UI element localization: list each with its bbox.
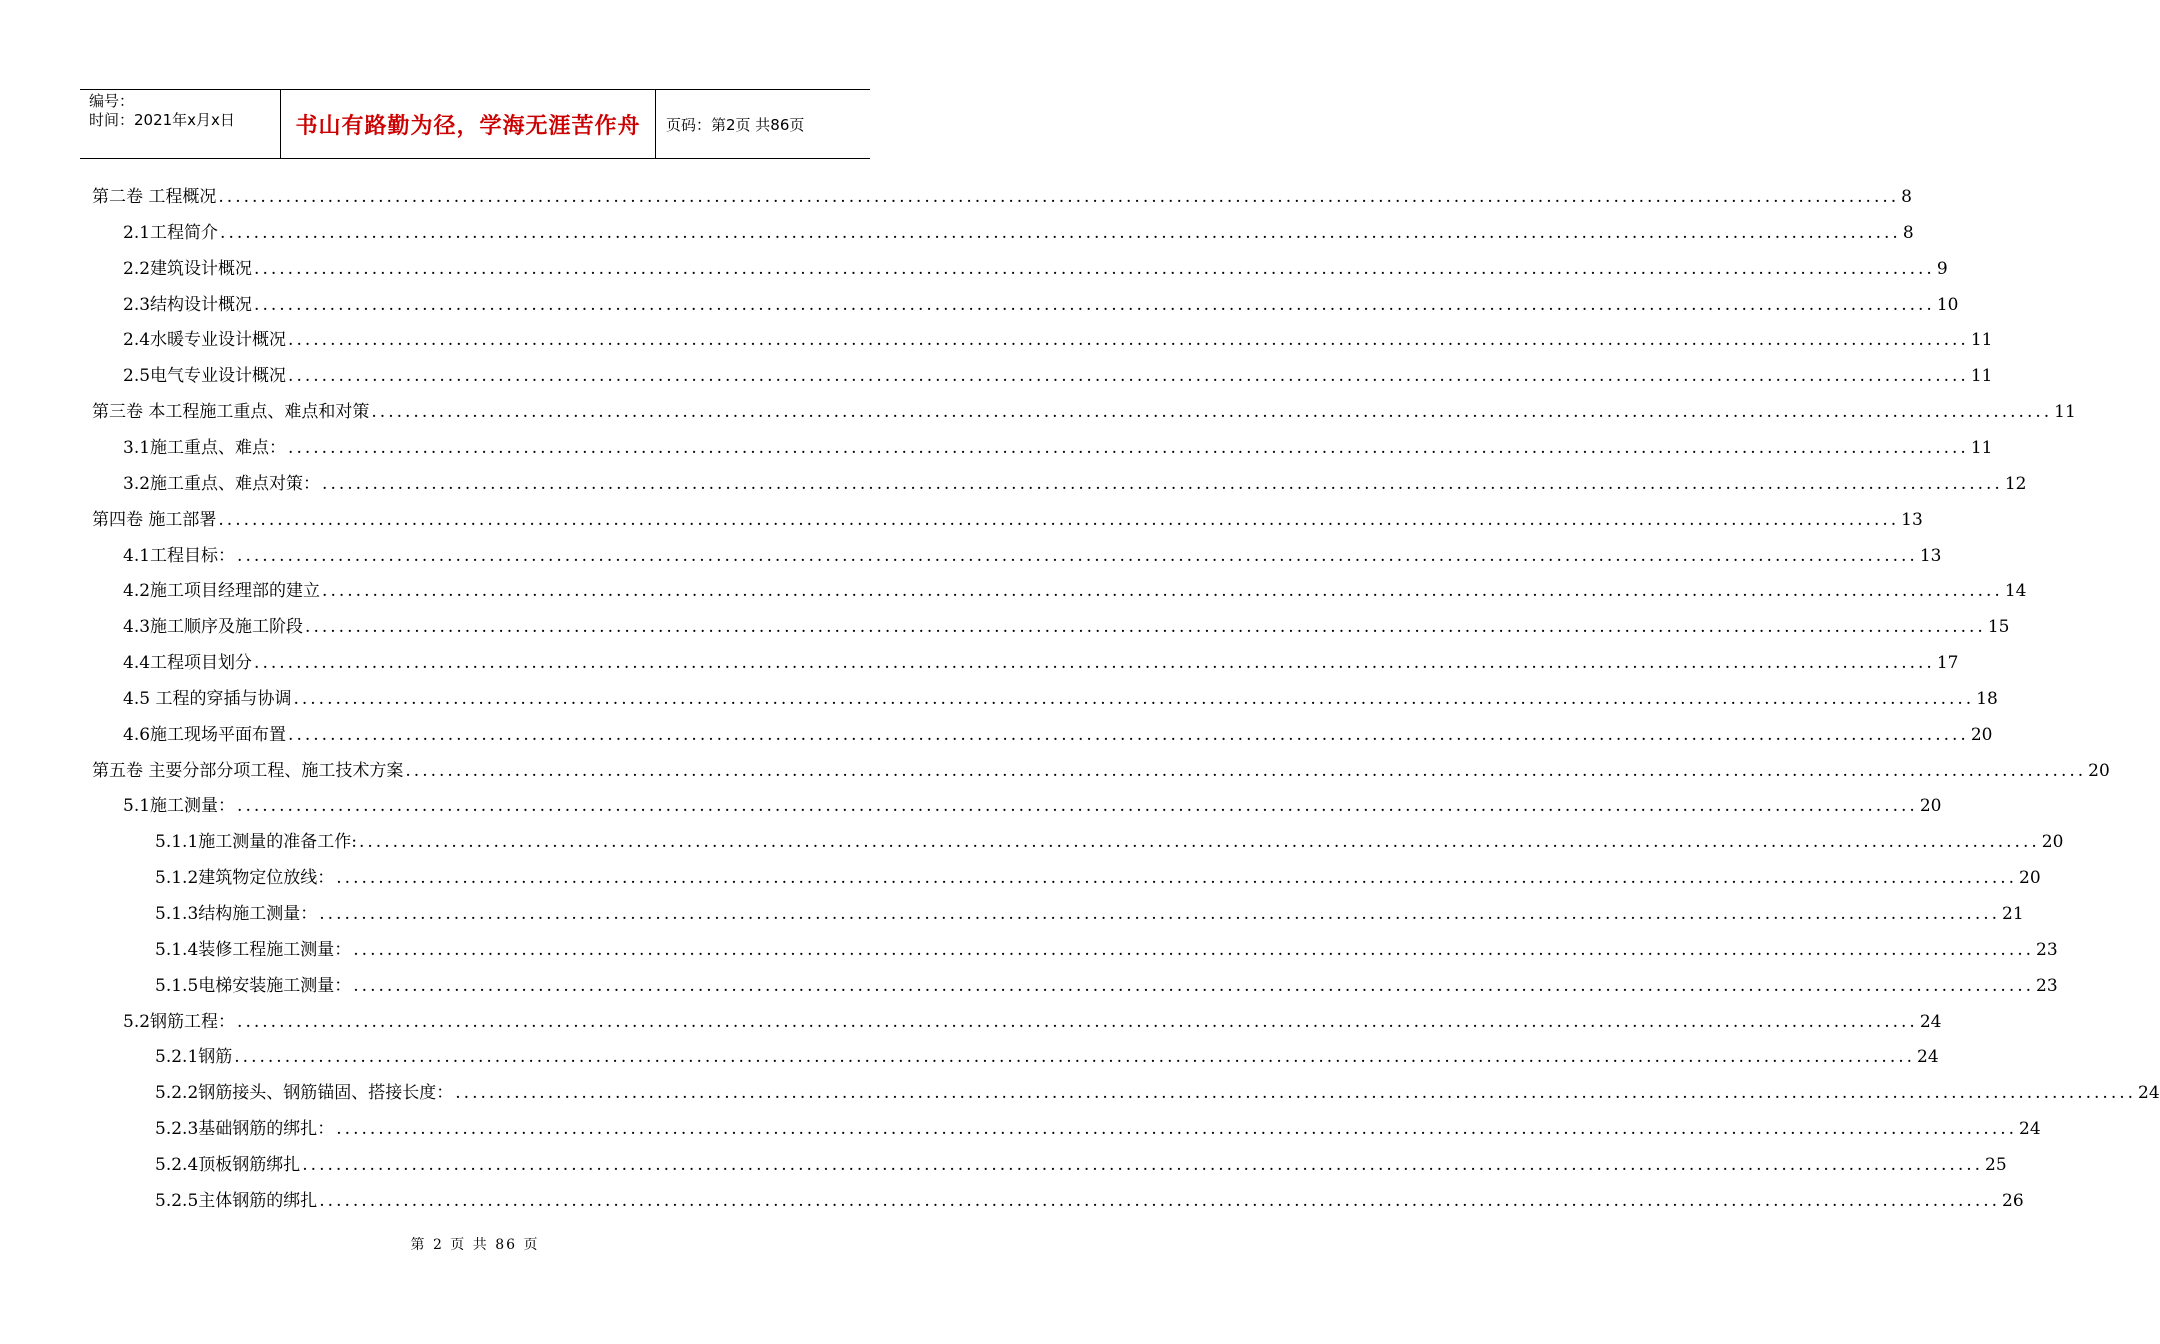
toc-entry-page: 14 [2004,581,2027,601]
toc-entry-title: 5.2钢筋工程： [123,1012,236,1032]
toc-entry[interactable] [123,720,1993,750]
toc-entry-page: 26 [2002,1191,2024,1211]
toc-entry-page: 13 [1901,510,1923,530]
toc-entry-title: 2.3结构设计概况 [123,295,253,315]
toc-entry-title: 5.1.2建筑物定位放线： [155,868,335,888]
toc-leader-dots: ........................................................................................................................................................................................................ [218,510,1900,530]
toc-leader-dots: ........................................................................................................................................................................................................ [254,295,1935,315]
toc-entry[interactable] [155,1150,2007,1180]
toc-entry-title: 4.2施工项目经理部的建立 [123,581,321,601]
toc-leader-dots: ........................................................................................................................................................................................................ [302,1155,1984,1175]
toc-entry[interactable] [92,505,1923,535]
toc-entry-page: 23 [2036,940,2058,960]
toc-leader-dots: ........................................................................................................................................................................................................ [353,940,2035,960]
document-number-label: 编号： [89,92,135,110]
toc-entry[interactable] [155,1114,2041,1144]
toc-entry-page: 12 [2004,474,2027,494]
toc-entry-title: 5.1.5电梯安装施工测量： [155,976,352,996]
toc-leader-dots: ........................................................................................................................................................................................................ [353,976,2035,996]
toc-entry-page: 11 [2054,402,2076,422]
header-page-info: 页码：第2页 共86页 [666,115,805,134]
toc-entry-title: 4.6施工现场平面布置 [123,725,287,745]
toc-leader-dots: ........................................................................................................................................................................................................ [220,223,1901,243]
toc-leader-dots: ........................................................................................................................................................................................................ [336,868,2018,888]
toc-entry[interactable] [92,182,1912,212]
toc-entry-page: 11 [1970,330,1993,350]
toc-entry[interactable] [123,612,2010,642]
toc-entry-title: 3.1施工重点、难点： [123,438,287,458]
toc-entry-title: 第五卷 主要分部分项工程、施工技术方案 [92,761,404,781]
toc-leader-dots: ........................................................................................................................................................................................................ [336,1119,2018,1139]
toc-entry[interactable] [123,254,1948,284]
toc-entry-page: 21 [2002,904,2024,924]
toc-entry[interactable] [155,1078,2160,1108]
toc-entry-page: 25 [1985,1155,2007,1175]
toc-entry-page: 17 [1936,653,1959,673]
toc-entry-title: 5.1.4装修工程施工测量： [155,940,352,960]
toc-leader-dots: ........................................................................................................................................................................................................ [371,402,2053,422]
toc-leader-dots: ........................................................................................................................................................................................................ [319,904,2001,924]
toc-entry-page: 13 [1919,546,1942,566]
page-header [80,89,870,159]
toc-leader-dots: ........................................................................................................................................................................................................ [288,438,1969,458]
toc-leader-dots: ........................................................................................................................................................................................................ [288,330,1969,350]
toc-entry-title: 2.2建筑设计概况 [123,259,253,279]
toc-entry[interactable] [92,397,2076,427]
toc-entry-page: 18 [1976,689,1998,709]
toc-entry-page: 24 [2019,1119,2041,1139]
toc-entry-title: 2.4水暖专业设计概况 [123,330,287,350]
toc-entry-title: 5.1.1施工测量的准备工作: [155,832,357,852]
toc-leader-dots: ........................................................................................................................................................................................................ [293,689,1975,709]
toc-leader-dots: ........................................................................................................................................................................................................ [455,1083,2137,1103]
toc-leader-dots: ........................................................................................................................................................................................................ [218,187,1900,207]
toc-entry[interactable] [123,648,1959,678]
toc-leader-dots: ........................................................................................................................................................................................................ [319,1191,2001,1211]
toc-entry-title: 4.3施工顺序及施工阶段 [123,617,304,637]
toc-entry[interactable] [123,290,1959,320]
toc-entry-title: 第四卷 施工部署 [92,510,217,530]
toc-entry-page: 20 [2019,868,2041,888]
toc-entry[interactable] [155,971,2058,1001]
toc-entry[interactable] [123,684,1998,714]
toc-entry[interactable] [123,791,1942,821]
toc-entry-page: 20 [1919,796,1942,816]
page-footer: 第 2 页 共 86 页 [410,1237,540,1253]
toc-entry-title: 5.2.2钢筋接头、钢筋锚固、搭接长度： [155,1083,454,1103]
toc-entry[interactable] [155,827,2064,857]
toc-leader-dots: ........................................................................................................................................................................................................ [254,653,1935,673]
toc-leader-dots: ........................................................................................................................................................................................................ [254,259,1935,279]
toc-leader-dots: ........................................................................................................................................................................................................ [288,366,1969,386]
toc-entry-title: 4.4工程项目划分 [123,653,253,673]
toc-entry[interactable] [123,361,1993,391]
toc-entry-page: 11 [1970,438,1993,458]
toc-entry-title: 5.1.3结构施工测量： [155,904,318,924]
toc-entry-page: 24 [1919,1012,1942,1032]
toc-entry-page: 8 [1901,187,1912,207]
toc-entry-page: 11 [1970,366,1993,386]
toc-entry-title: 5.2.5主体钢筋的绑扎 [155,1191,318,1211]
toc-entry-title: 3.2施工重点、难点对策： [123,474,321,494]
toc-entry[interactable] [155,899,2024,929]
toc-entry[interactable] [155,1186,2024,1216]
toc-leader-dots: ........................................................................................................................................................................................................ [322,474,2003,494]
toc-entry-title: 4.5 工程的穿插与协调 [123,689,292,709]
toc-entry-page: 20 [2041,832,2064,852]
toc-leader-dots: ........................................................................................................................................................................................................ [288,725,1969,745]
toc-entry[interactable] [155,935,2058,965]
toc-entry[interactable] [123,576,2027,606]
toc-entry-title: 4.1工程目标： [123,546,236,566]
toc-leader-dots: ........................................................................................................................................................................................................ [358,832,2040,852]
toc-leader-dots: ........................................................................................................................................................................................................ [322,581,2003,601]
toc-entry-page: 10 [1936,295,1959,315]
toc-entry[interactable] [123,541,1942,571]
toc-entry-title: 2.5电气专业设计概况 [123,366,287,386]
header-meta [80,90,281,158]
toc-entry[interactable] [155,1042,1939,1072]
header-motto: 书山有路勤为径，学海无涯苦作舟 [281,90,656,158]
document-date: 时间：2021年x月x日 [89,111,235,129]
toc-entry-title: 2.1工程简介 [123,223,219,243]
toc-entry[interactable] [123,325,1993,355]
toc-leader-dots: ........................................................................................................................................................................................................ [405,761,2087,781]
toc-entry-page: 8 [1902,223,1914,243]
toc-entry-title: 第三卷 本工程施工重点、难点和对策 [92,402,370,422]
toc-entry[interactable] [123,218,1914,248]
toc-entry-title: 第二卷 工程概况 [92,187,217,207]
toc-entry-page: 15 [1987,617,2010,637]
toc-entry-page: 24 [1917,1047,1939,1067]
toc-entry[interactable] [155,863,2041,893]
toc-entry-title: 5.2.1钢筋 [155,1047,233,1067]
toc-entry[interactable] [123,433,1993,463]
toc-entry[interactable] [92,756,2110,786]
toc-leader-dots: ........................................................................................................................................................................................................ [237,546,1918,566]
toc-leader-dots: ........................................................................................................................................................................................................ [234,1047,1916,1067]
toc-entry-page: 24 [2138,1083,2160,1103]
toc-entry-page: 20 [1970,725,1993,745]
toc-entry-page: 20 [2088,761,2110,781]
toc-entry[interactable] [123,469,2027,499]
toc-leader-dots: ........................................................................................................................................................................................................ [305,617,1986,637]
toc-entry-title: 5.2.4顶板钢筋绑扎 [155,1155,301,1175]
toc-entry-page: 23 [2036,976,2058,996]
toc-entry-title: 5.2.3基础钢筋的绑扎： [155,1119,335,1139]
toc-entry-page: 9 [1936,259,1948,279]
toc-leader-dots: ........................................................................................................................................................................................................ [237,796,1918,816]
toc-entry[interactable] [123,1007,1942,1037]
toc-leader-dots: ........................................................................................................................................................................................................ [237,1012,1918,1032]
toc-entry-title: 5.1施工测量： [123,796,236,816]
